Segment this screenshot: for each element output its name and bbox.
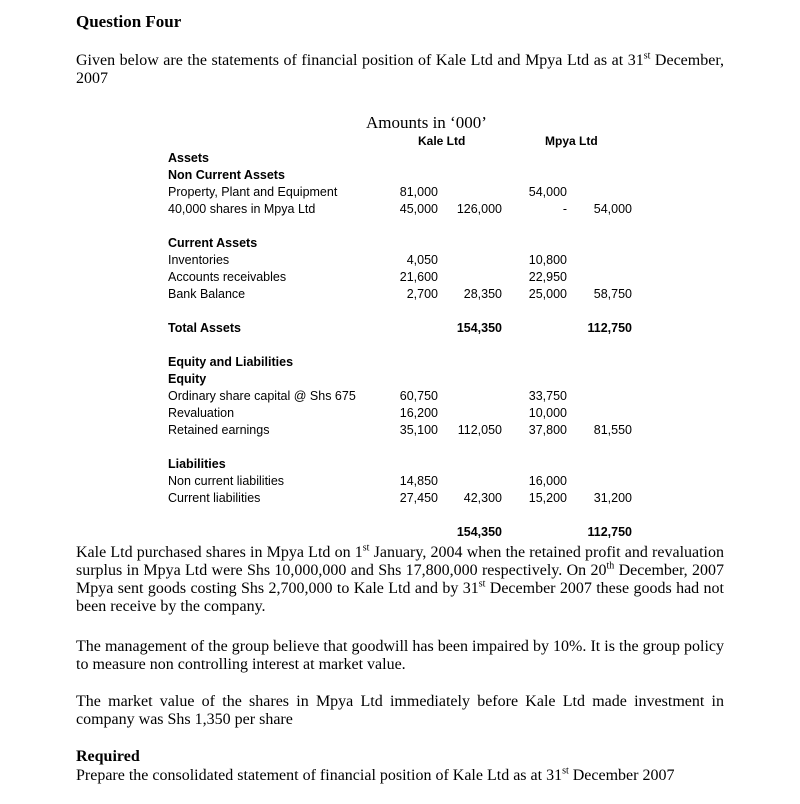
kale-total-amount: 28,350 [463, 287, 502, 301]
kale-item-amount: 2,700 [406, 287, 438, 301]
mpya-item-amount: 10,000 [528, 406, 567, 420]
mpya-item-amount: 15,200 [528, 491, 567, 505]
kale-item-amount: 45,000 [399, 202, 438, 216]
mpya-item-amount: 33,750 [528, 389, 567, 403]
row-label: Inventories [168, 253, 230, 267]
row-label: Equity and Liabilities [168, 355, 294, 369]
row-label: Liabilities [168, 457, 226, 471]
required-heading: Required [76, 748, 140, 765]
kale-item-amount: 60,750 [399, 389, 438, 403]
table-row [0, 235, 800, 252]
row-label: Assets [168, 151, 209, 165]
table-row [0, 303, 800, 320]
market-value-paragraph: The market value of the shares in Mpya Ltd immediately before Kale Ltd made investment in company was Shs 1,350 per share [76, 693, 724, 728]
table-row [0, 439, 800, 456]
table-row [0, 337, 800, 354]
table-row [0, 524, 800, 541]
acquisition-paragraph: Kale Ltd purchased shares in Mpya Ltd on 1st January, 2004 when the retained profit and revaluation surplus in Mpya Ltd were Shs 10,000,000 and Shs 17,800,000 respectively. On 20th December, 2007 Mpya sent goods costing Shs 2,700,000 to Kale Ltd and by 31st December 2007 these goods had not been receive by the company. [76, 542, 725, 615]
table-row [0, 354, 800, 371]
table-row [0, 269, 800, 286]
table-row [0, 473, 800, 490]
row-label: Current liabilities [168, 491, 261, 505]
mpya-item-amount: 54,000 [528, 185, 567, 199]
intro-paragraph: Given below are the statements of financial position of Kale Ltd and Mpya Ltd as at 31st December, 2007 [76, 50, 725, 87]
row-label: Ordinary share capital @ Shs 675 [168, 389, 356, 403]
kale-total-amount: 126,000 [456, 202, 502, 216]
kale-item-amount: 35,100 [399, 423, 438, 437]
table-row [0, 388, 800, 405]
row-label: Current Assets [168, 236, 258, 250]
table-caption: Amounts in ‘000’ [366, 113, 487, 132]
table-row [0, 252, 800, 269]
row-label: Accounts receivables [168, 270, 287, 284]
row-label: Property, Plant and Equipment [168, 185, 338, 199]
mpya-item-amount: - [562, 202, 567, 216]
table-row [0, 490, 800, 507]
mpya-item-amount: 10,800 [528, 253, 567, 267]
kale-item-amount: 81,000 [399, 185, 438, 199]
kale-item-amount: 14,850 [399, 474, 438, 488]
kale-total-amount: 112,050 [457, 423, 502, 437]
mpya-item-amount: 25,000 [528, 287, 567, 301]
row-label: 40,000 shares in Mpya Ltd [168, 202, 316, 216]
table-row [0, 218, 800, 235]
mpya-total-amount: 31,200 [593, 491, 632, 505]
row-label: Equity [168, 372, 207, 386]
row-label: Bank Balance [168, 287, 246, 301]
table-row [0, 371, 800, 388]
table-row [0, 507, 800, 524]
kale-item-amount: 27,450 [399, 491, 438, 505]
row-label: Total Assets [168, 321, 241, 335]
table-row [0, 422, 800, 439]
question-heading: Question Four [76, 12, 182, 31]
mpya-item-amount: 16,000 [528, 474, 567, 488]
kale-item-amount: 21,600 [399, 270, 438, 284]
row-label: Non Current Assets [168, 168, 285, 182]
table-row [0, 320, 800, 337]
mpya-total-amount: 112,750 [587, 321, 632, 335]
column-header-mpya: Mpya Ltd [545, 134, 598, 148]
row-label: Revaluation [168, 406, 235, 420]
kale-total-amount: 154,350 [456, 525, 502, 539]
goodwill-paragraph: The management of the group believe that goodwill has been impaired by 10%. It is the group policy to measure non controlling interest at market value. [76, 638, 724, 673]
table-row [0, 456, 800, 473]
required-text: Prepare the consolidated statement of financial position of Kale Ltd as at 31st December 2007 [76, 765, 675, 784]
mpya-item-amount: 37,800 [528, 423, 567, 437]
mpya-item-amount: 22,950 [528, 270, 567, 284]
mpya-total-amount: 112,750 [587, 525, 632, 539]
table-row [0, 286, 800, 303]
row-label: Retained earnings [168, 423, 270, 437]
table-row [0, 150, 800, 167]
kale-total-amount: 42,300 [463, 491, 502, 505]
table-row [0, 201, 800, 218]
table-row [0, 167, 800, 184]
kale-total-amount: 154,350 [456, 321, 502, 335]
table-row [0, 405, 800, 422]
row-label: Non current liabilities [168, 474, 285, 488]
mpya-total-amount: 54,000 [593, 202, 632, 216]
kale-item-amount: 16,200 [399, 406, 438, 420]
mpya-total-amount: 81,550 [593, 423, 632, 437]
kale-item-amount: 4,050 [406, 253, 438, 267]
column-header-kale: Kale Ltd [418, 134, 466, 148]
mpya-total-amount: 58,750 [593, 287, 632, 301]
table-row [0, 184, 800, 201]
